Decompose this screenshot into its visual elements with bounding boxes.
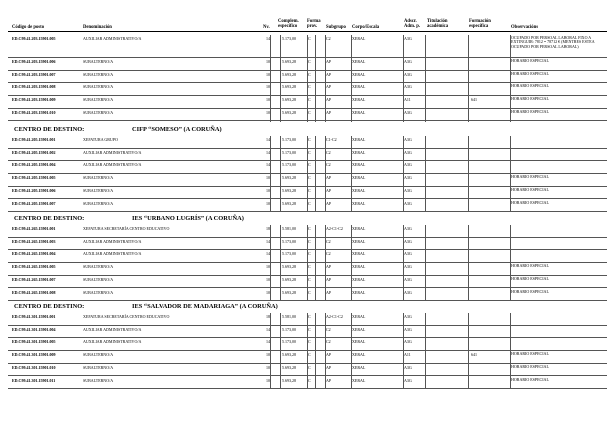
cell-code: ED.C99.41.265.15901.008 — [12, 289, 56, 295]
cell-sub: AP — [326, 377, 332, 383]
cell-forma: C — [308, 364, 311, 370]
cell-name: XEFATURA SECRETARÍA CENTRO EDUCATIVO — [83, 226, 170, 231]
cell-level: 10 — [266, 187, 270, 193]
cell-name: SUBALTERNO/A — [83, 264, 114, 270]
cell-sub: AP — [326, 352, 332, 358]
cell-level: 14 — [266, 149, 270, 155]
cell-level: 14 — [266, 326, 270, 332]
cell-code: ED.C99.41.205.15901.007 — [12, 200, 56, 206]
cell-obs: HORARIO ESPECIAL — [511, 351, 549, 357]
cell-code: ED.C99.41.205.15901.005 — [12, 175, 56, 181]
centre-label: CENTRO DE DESTINO: — [14, 303, 85, 310]
cell-forma: C — [308, 71, 311, 77]
cell-comp: 5.693,28 — [282, 109, 296, 115]
cell-sub: C2 — [326, 251, 331, 257]
cell-comp: 5.173,00 — [282, 137, 296, 142]
cell-forma: C — [308, 187, 311, 193]
cell-level: 10 — [266, 377, 270, 383]
column-divider — [280, 225, 281, 301]
cell-adm: A3G — [404, 187, 412, 193]
cell-sub: AP — [326, 187, 332, 193]
column-divider — [325, 225, 326, 301]
cell-adm: A3G — [404, 289, 412, 295]
cell-obs: HORARIO ESPECIAL — [511, 70, 549, 76]
cell-adm: A3G — [404, 377, 412, 383]
cell-code: ED.C99.41.301.15901.011 — [12, 377, 56, 383]
cell-code: ED.C99.41.205.15901.001 — [12, 137, 56, 142]
cell-name: SUBALTERNO/A — [83, 84, 114, 90]
cell-sub: AP — [326, 175, 332, 181]
cell-name: AUXILIAR ADMINISTRATIVO/A — [83, 162, 142, 168]
cell-code: ED.C99.41.265.15901.003 — [12, 238, 56, 244]
centre-heading — [14, 215, 244, 222]
cell-corpo: XERAL — [352, 226, 366, 231]
cell-code: ED.C99.41.205.15901.002 — [12, 149, 56, 155]
cell-adm: A3G — [404, 251, 412, 257]
cell-corpo: XERAL — [352, 364, 366, 370]
cell-corpo: XERAL — [352, 187, 366, 193]
cell-adm: A3G — [404, 84, 412, 90]
cell-comp: 5.693,28 — [282, 377, 296, 383]
cell-corpo: XERAL — [352, 162, 366, 168]
cell-comp: 5.173,00 — [282, 326, 296, 332]
cell-adm: A3G — [404, 36, 412, 41]
cell-obs: HORARIO ESPECIAL — [511, 376, 549, 382]
cell-comp: 5.693,28 — [282, 71, 296, 77]
cell-comp: 5.173,00 — [282, 339, 296, 345]
column-divider — [307, 225, 308, 301]
cell-corpo: XERAL — [352, 276, 366, 282]
cell-corpo: XERAL — [352, 238, 366, 244]
cell-sub: C2 — [326, 326, 331, 332]
cell-level: 10 — [266, 289, 270, 295]
cell-obs: HORARIO ESPECIAL — [511, 96, 549, 102]
cell-obs: HORARIO ESPECIAL — [511, 186, 549, 192]
column-divider — [403, 313, 404, 389]
cell-forma: C — [308, 326, 311, 332]
cell-obs: HORARIO ESPECIAL — [511, 363, 549, 369]
cell-obs: HORARIO ESPECIAL — [511, 275, 549, 281]
column-divider — [307, 35, 308, 122]
cell-adm: A3G — [404, 226, 412, 231]
cell-code: ED.C99.41.203.15901.010 — [12, 109, 56, 115]
cell-sub: AP — [326, 71, 332, 77]
cell-adm: A3G — [404, 276, 412, 282]
cell-obs: HORARIO ESPECIAL — [511, 288, 549, 294]
cell-adm: A3G — [404, 238, 412, 244]
cell-forma: C — [308, 162, 311, 168]
cell-forma: C — [308, 200, 311, 206]
cell-name: AUXILIAR ADMINISTRATIVO/A — [83, 326, 142, 332]
cell-comp: 5.581,00 — [282, 226, 296, 231]
cell-comp: 5.693,28 — [282, 364, 296, 370]
cell-name: AUXILIAR ADMINISTRATIVO/A — [83, 339, 142, 345]
cell-sub: AP — [326, 97, 332, 103]
cell-forma: C — [308, 59, 311, 64]
cell-sub: AP — [326, 84, 332, 90]
cell-adm: A3G — [404, 59, 412, 64]
cell-adm: A3G — [404, 149, 412, 155]
column-divider — [280, 313, 281, 389]
cell-adm: A11 — [404, 352, 411, 358]
cell-level: 18 — [266, 226, 270, 231]
cell-comp: 5.693,28 — [282, 175, 296, 181]
cell-level: 14 — [266, 137, 270, 142]
cell-sub: C2 — [326, 36, 331, 41]
cell-corpo: XERAL — [352, 326, 366, 332]
cell-obs: HORARIO ESPECIAL — [511, 83, 549, 89]
cell-forma: C — [308, 226, 311, 231]
cell-name: AUXILIAR ADMINISTRATIVO/A — [83, 238, 142, 244]
cell-code: ED.C99.41.203.15901.007 — [12, 71, 56, 77]
column-divider — [403, 136, 404, 212]
cell-level: 10 — [266, 71, 270, 77]
cell-comp: 5.581,00 — [282, 314, 296, 319]
column-divider — [510, 136, 511, 212]
cell-corpo: XERAL — [352, 97, 366, 103]
cell-sub: AP — [326, 276, 332, 282]
column-divider — [351, 35, 352, 122]
header-codigo: Código de posto — [12, 25, 45, 30]
cell-forma: C — [308, 377, 311, 383]
cell-level: 10 — [266, 200, 270, 206]
cell-code: ED.C99.41.265.15901.007 — [12, 276, 56, 282]
cell-name: SUBALTERNO/A — [83, 377, 114, 383]
cell-name: AUXILIAR ADMINISTRATIVO/A — [83, 36, 142, 41]
cell-corpo: XERAL — [352, 377, 366, 383]
cell-name: SUBALTERNO/A — [83, 352, 114, 358]
cell-level: 18 — [266, 314, 270, 319]
cell-sub: C2 — [326, 339, 331, 345]
cell-name: SUBALTERNO/A — [83, 97, 114, 103]
cell-forma: C — [308, 276, 311, 282]
cell-obs: OCUPADO POR PERSOAL LABORAL FIXO A EXTINGUIR: 7812 = 78712 € (MENTRES ESTEA OCUPADO POR PERSOAL LABORAL) — [511, 35, 595, 49]
cell-corpo: XERAL — [352, 339, 366, 345]
column-divider — [325, 136, 326, 212]
cell-sub: A2-C1-C2 — [326, 226, 343, 231]
cell-corpo: XERAL — [352, 289, 366, 295]
cell-comp: 5.693,28 — [282, 200, 296, 206]
cell-comp: 5.693,28 — [282, 187, 296, 193]
cell-adm: A3G — [404, 364, 412, 370]
cell-corpo: XERAL — [352, 71, 366, 77]
header-adscricion: Adscr. Adm. p. — [404, 19, 421, 30]
cell-level: 10 — [266, 109, 270, 115]
cell-name: SUBALTERNO/A — [83, 276, 114, 282]
cell-comp: 5.173,00 — [282, 149, 296, 155]
cell-level: 10 — [266, 352, 270, 358]
column-divider — [307, 313, 308, 389]
cell-name: SUBALTERNO/A — [83, 187, 114, 193]
cell-obs: HORARIO ESPECIAL — [511, 263, 549, 269]
cell-corpo: XERAL — [352, 175, 366, 181]
column-divider — [351, 225, 352, 301]
header-observacions: Observacións — [511, 25, 539, 30]
cell-forma: C — [308, 137, 311, 142]
cell-level: 10 — [266, 175, 270, 181]
cell-adm: A3G — [404, 200, 412, 206]
column-divider — [403, 35, 404, 122]
column-divider — [468, 313, 469, 389]
column-divider — [510, 313, 511, 389]
cell-name: XEFATURA SECRETARÍA CENTRO EDUCATIVO — [83, 314, 170, 319]
cell-corpo: XERAL — [352, 264, 366, 270]
cell-name: SUBALTERNO/A — [83, 364, 114, 370]
column-divider — [425, 313, 426, 389]
column-divider — [425, 35, 426, 122]
cell-corpo: XERAL — [352, 314, 366, 319]
cell-forma: C — [308, 97, 311, 103]
column-divider — [280, 35, 281, 122]
cell-level: 14 — [266, 162, 270, 168]
cell-adm: A3G — [404, 71, 412, 77]
cell-name: AUXILIAR ADMINISTRATIVO/A — [83, 251, 142, 257]
cell-corpo: XERAL — [352, 36, 366, 41]
cell-level: 10 — [266, 276, 270, 282]
cell-sub: C2 — [326, 238, 331, 244]
column-divider — [270, 225, 271, 301]
cell-corpo: XERAL — [352, 59, 366, 64]
cell-adm: A3G — [404, 339, 412, 345]
column-divider — [270, 313, 271, 389]
cell-comp: 5.693,28 — [282, 264, 296, 270]
header-nivel: Nv. — [263, 25, 270, 30]
cell-corpo: XERAL — [352, 251, 366, 257]
cell-code: ED.C99.41.203.15901.006 — [12, 59, 56, 64]
column-divider — [325, 313, 326, 389]
column-divider — [325, 35, 326, 122]
cell-form: 641 — [471, 352, 477, 358]
cell-level: 14 — [266, 251, 270, 257]
cell-adm: A3G — [404, 175, 412, 181]
cell-comp: 5.693,28 — [282, 59, 296, 64]
centre-heading — [14, 126, 222, 133]
cell-forma: C — [308, 175, 311, 181]
cell-name: SUBALTERNO/A — [83, 175, 114, 181]
centre-name: IES “SALVADOR DE MADARIAGA” (A CORUÑA) — [132, 303, 278, 310]
cell-sub: C1-C2 — [326, 137, 337, 142]
cell-comp: 5.173,00 — [282, 162, 296, 168]
cell-code: ED.C99.41.265.15901.001 — [12, 226, 56, 231]
cell-sub: AP — [326, 200, 332, 206]
centre-label: CENTRO DE DESTINO: — [14, 215, 85, 222]
column-divider — [270, 35, 271, 122]
cell-corpo: XERAL — [352, 84, 366, 90]
cell-sub: A2-C1-C2 — [326, 314, 343, 319]
centre-name: IES “URBANO LUGRÍS” (A CORUÑA) — [132, 215, 244, 222]
cell-level: 14 — [266, 238, 270, 244]
cell-adm: A3G — [404, 264, 412, 270]
cell-code: ED.C99.41.301.15901.009 — [12, 352, 56, 358]
header-complemento: Complem. específico — [278, 19, 299, 30]
cell-level: 14 — [266, 36, 270, 41]
centre-heading — [14, 303, 278, 310]
column-divider — [403, 225, 404, 301]
cell-forma: C — [308, 289, 311, 295]
header-corpo: Corpo/Escala — [352, 25, 380, 30]
cell-name: SUBALTERNO/A — [83, 200, 114, 206]
cell-form: 641 — [471, 97, 477, 103]
cell-code: ED.C99.41.203.15901.005 — [12, 36, 56, 41]
cell-sub: AP — [326, 364, 332, 370]
header-subgrupo: Subgrupo — [326, 25, 346, 30]
cell-code: ED.C99.41.301.15901.004 — [12, 326, 56, 332]
cell-level: 10 — [266, 364, 270, 370]
cell-sub: AP — [326, 289, 332, 295]
cell-forma: C — [308, 109, 311, 115]
cell-obs: HORARIO ESPECIAL — [511, 58, 549, 63]
cell-comp: 5.693,28 — [282, 289, 296, 295]
cell-level: 14 — [266, 339, 270, 345]
column-divider — [270, 136, 271, 212]
cell-level: 10 — [266, 264, 270, 270]
column-divider — [425, 136, 426, 212]
cell-comp: 5.693,28 — [282, 352, 296, 358]
cell-obs: HORARIO ESPECIAL — [511, 199, 549, 205]
header-titulacion: Titulación académica — [427, 19, 449, 30]
cell-forma: C — [308, 84, 311, 90]
cell-corpo: XERAL — [352, 109, 366, 115]
cell-comp: 5.693,28 — [282, 84, 296, 90]
column-divider — [351, 136, 352, 212]
cell-sub: AP — [326, 59, 332, 64]
cell-name: AUXILIAR ADMINISTRATIVO/A — [83, 149, 142, 155]
cell-adm: A3G — [404, 137, 412, 142]
column-divider — [510, 35, 511, 122]
cell-comp: 5.173,00 — [282, 238, 296, 244]
cell-code: ED.C99.41.301.15901.010 — [12, 364, 56, 370]
cell-forma: C — [308, 36, 311, 41]
cell-level: 10 — [266, 97, 270, 103]
cell-corpo: XERAL — [352, 200, 366, 206]
cell-adm: A11 — [404, 97, 411, 103]
column-divider — [315, 225, 316, 301]
cell-forma: C — [308, 339, 311, 345]
column-divider — [315, 35, 316, 122]
cell-code: ED.C99.41.301.15901.001 — [12, 314, 56, 319]
cell-forma: C — [308, 251, 311, 257]
cell-sub: C2 — [326, 162, 331, 168]
column-divider — [280, 136, 281, 212]
column-divider — [468, 35, 469, 122]
cell-adm: A3G — [404, 109, 412, 115]
cell-forma: C — [308, 314, 311, 319]
column-divider — [510, 225, 511, 301]
column-divider — [315, 313, 316, 389]
header-rule — [8, 31, 607, 32]
cell-adm: A3G — [404, 162, 412, 168]
column-divider — [468, 225, 469, 301]
cell-sub: C2 — [326, 149, 331, 155]
cell-corpo: XERAL — [352, 137, 366, 142]
cell-forma: C — [308, 149, 311, 155]
cell-code: ED.C99.41.203.15901.008 — [12, 84, 56, 90]
cell-comp: 5.693,28 — [282, 97, 296, 103]
header-denominacion: Denominación — [83, 25, 112, 30]
cell-code: ED.C99.41.265.15901.004 — [12, 251, 56, 257]
column-divider — [425, 225, 426, 301]
cell-obs: HORARIO ESPECIAL — [511, 108, 549, 114]
cell-level: 10 — [266, 84, 270, 90]
cell-sub: AP — [326, 264, 332, 270]
cell-code: ED.C99.41.265.15901.005 — [12, 264, 56, 270]
cell-forma: C — [308, 238, 311, 244]
cell-forma: C — [308, 352, 311, 358]
cell-name: SUBALTERNO/A — [83, 109, 114, 115]
cell-corpo: XERAL — [352, 352, 366, 358]
cell-adm: A3G — [404, 326, 412, 332]
cell-forma: C — [308, 264, 311, 270]
cell-code: ED.C99.41.301.15901.005 — [12, 339, 56, 345]
cell-code: ED.C99.41.205.15901.006 — [12, 187, 56, 193]
header-formacion: Formación específica — [469, 19, 491, 30]
cell-comp: 5.173,00 — [282, 36, 296, 41]
cell-name: SUBALTERNO/A — [83, 289, 114, 295]
cell-name: SUBALTERNO/A — [83, 71, 114, 77]
cell-code: ED.C99.41.203.15901.009 — [12, 97, 56, 103]
cell-sub: AP — [326, 109, 332, 115]
centre-name: CIFP “SOMESO” (A CORUÑA) — [132, 126, 222, 133]
cell-comp: 5.693,28 — [282, 276, 296, 282]
column-divider — [468, 136, 469, 212]
cell-obs: HORARIO ESPECIAL — [511, 174, 549, 180]
column-divider — [315, 136, 316, 212]
cell-name: XEFATURA GRUPO — [83, 137, 118, 142]
header-forma: Forma prov. — [307, 19, 321, 30]
cell-code: ED.C99.41.205.15901.004 — [12, 162, 56, 168]
cell-name: SUBALTERNO/A — [83, 59, 114, 64]
column-divider — [307, 136, 308, 212]
centre-label: CENTRO DE DESTINO: — [14, 126, 85, 133]
cell-comp: 5.173,00 — [282, 251, 296, 257]
column-divider — [351, 313, 352, 389]
cell-corpo: XERAL — [352, 149, 366, 155]
cell-adm: A3G — [404, 314, 412, 319]
cell-level: 10 — [266, 59, 270, 64]
